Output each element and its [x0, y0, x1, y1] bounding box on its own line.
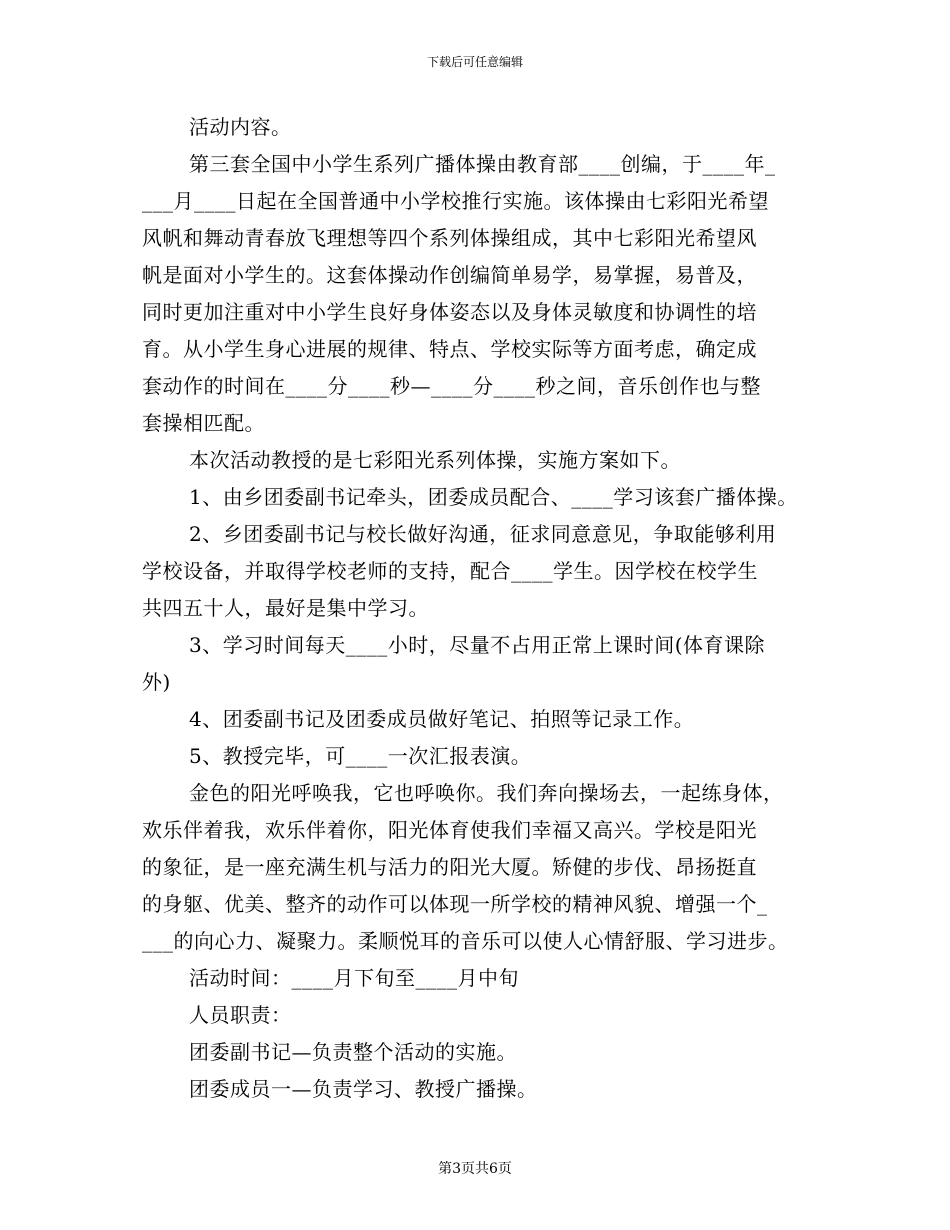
text-line: 的身躯、优美、整齐的动作可以体现一所学校的精神风貌、增强一个_ — [142, 892, 768, 916]
text-line: 4、团委副书记及团委成员做好笔记、拍照等记录工作。 — [189, 707, 695, 731]
text-line: 育。从小学生身心进展的规律、特点、学校实际等方面考虑，确定成 — [142, 337, 757, 361]
text-line: 同时更加注重对中小学生良好身体姿态以及身体灵敏度和协调性的培 — [142, 300, 757, 324]
text-line: 的象征，是一座充满生机与活力的阳光大厦。矫健的步伐、昂扬挺直 — [142, 855, 757, 879]
text-line: 活动时间：____月下旬至____月中旬 — [189, 966, 519, 990]
text-line: 第三套全国中小学生系列广播体操由教育部____创编，于____年_ — [189, 152, 776, 176]
text-line: 团委副书记—负责整个活动的实施。 — [189, 1040, 517, 1064]
text-line: ___月____日起在全国普通中小学校推行实施。该体操由七彩阳光希望 — [142, 189, 769, 213]
text-line: 本次活动教授的是七彩阳光系列体操，实施方案如下。 — [189, 448, 681, 472]
text-line: 欢乐伴着我，欢乐伴着你，阳光体育使我们幸福又高兴。学校是阳光 — [142, 818, 757, 842]
text-line: 人员职责： — [189, 1003, 292, 1027]
text-line: 5、教授完毕，可____一次汇报表演。 — [189, 744, 532, 768]
text-line: 活动内容。 — [189, 115, 292, 139]
text-line: 学校设备，并取得学校老师的支持，配合____学生。因学校在校学生 — [142, 559, 758, 583]
text-line: 帆是面对小学生的。这套体操动作创编简单易学，易掌握，易普及， — [142, 263, 757, 287]
text-line: ___的向心力、凝聚力。柔顺悦耳的音乐可以使人心情舒服、学习进步。 — [142, 929, 789, 953]
text-line: 风帆和舞动青春放飞理想等四个系列体操组成，其中七彩阳光希望风 — [142, 226, 757, 250]
text-line: 金色的阳光呼唤我，它也呼唤你。我们奔向操场去，一起练身体， — [189, 781, 784, 805]
text-line: 团委成员一—负责学习、教授广播操。 — [189, 1077, 538, 1101]
text-line: 1、由乡团委副书记牵头，团委成员配合、____学习该套广播体操。 — [189, 485, 798, 509]
text-line: 套操相匹配。 — [142, 411, 265, 435]
text-line: 2、乡团委副书记与校长做好沟通，征求同意意见，争取能够利用 — [189, 522, 777, 546]
text-line: 3、学习时间每天____小时，尽量不占用正常上课时间(体育课除 — [189, 633, 766, 657]
text-line: 共四五十人，最好是集中学习。 — [142, 596, 429, 620]
page-header: 下载后可任意编辑 — [426, 55, 523, 69]
text-line: 套动作的时间在____分____秒—____分____秒之间，音乐创作也与整 — [142, 374, 761, 398]
page-footer: 第3页共6页 — [438, 1161, 512, 1177]
text-line: 外) — [142, 670, 171, 694]
